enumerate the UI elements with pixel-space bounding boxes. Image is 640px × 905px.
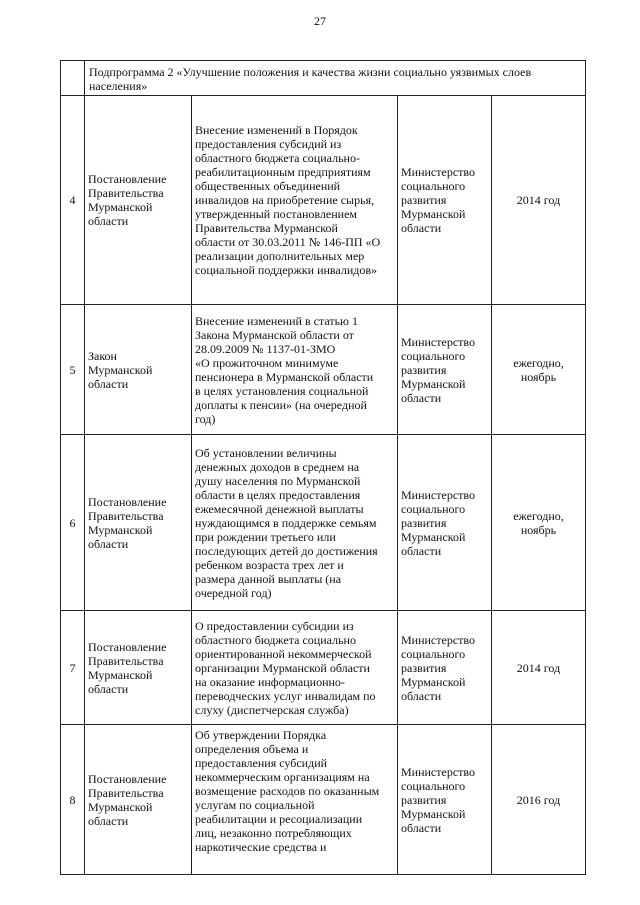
act-type: Постановление Правительства Мурманской области — [88, 494, 167, 551]
responsible-executor: Министерство социального развития Мурманской области — [401, 632, 475, 703]
row-number: 7 — [61, 611, 85, 725]
subprogram-row — [61, 61, 586, 96]
responsible-executor: Министерство социального развития Мурманской области — [401, 165, 475, 235]
responsible-executor: Министерство социального развития Мурманской области — [401, 764, 475, 835]
act-type: Постановление Правительства Мурманской области — [88, 771, 167, 828]
act-type: Постановление Правительства Мурманской области — [88, 639, 167, 696]
table-row — [61, 96, 586, 305]
table-row — [61, 611, 586, 725]
row-number: 4 — [61, 96, 85, 305]
act-title: О предоставлении субсидии из областного бюджета социально ориентированной некоммерческой организации Мурманской области на оказание информационно- переводческих услуг инвалидам по слуху (диспетчерская служба) — [195, 618, 376, 717]
subprogram-empty-cell — [61, 61, 85, 96]
row-number: 6 — [61, 435, 85, 611]
legal-acts-table — [60, 60, 586, 875]
row-number: 5 — [61, 305, 85, 435]
adoption-term: 2014 год — [516, 193, 561, 207]
act-title: Внесение изменений в статью 1 Закона Мурманской области от 28.09.2009 № 1137-01-ЗМО «О прожиточном минимуме пенсионера в Мурманской области в целях установления социальной доплаты к пенсии» (на очередной год) — [195, 313, 374, 426]
responsible-executor: Министерство социального развития Мурманской области — [401, 334, 475, 405]
act-type: Постановление Правительства Мурманской области — [88, 172, 167, 228]
act-type: Закон Мурманской области — [88, 348, 153, 391]
act-title: Об установлении величины денежных доходов в среднем на душу населения по Мурманской области в целях предоставления ежемесячной денежной выплаты нуждающимся в поддержке семьям при рождении третьего или последующих детей до достижения ребенком возраста трех лет и размера данной выплаты (на очередной год) — [195, 445, 378, 600]
adoption-term: ежегодно, ноябрь — [513, 508, 564, 537]
row-number: 8 — [61, 725, 85, 875]
adoption-term: ежегодно, ноябрь — [513, 355, 564, 384]
page-number: 27 — [314, 14, 326, 28]
table-row — [61, 725, 586, 875]
act-title: Внесение изменений в Порядок предоставления субсидий из областного бюджета социально- реабилитационным предприятиям общественных объединений инвалидов на приобретение сырья, утвержденный постановлением Правительства Мурманской области от 30.03.2011 № 146-ПП «О реализации дополнительных мер социальной поддержки инвалидов» — [195, 123, 381, 277]
act-title: Об утверждении Порядка определения объема и предоставления субсидий некоммерческим организациям на возмещение расходов по оказанным услугам по социальной реабилитации и ресоциализации лиц, незаконно потребляющих наркотические средства и — [195, 728, 380, 854]
table-row — [61, 305, 586, 435]
responsible-executor: Министерство социального развития Мурманской области — [401, 487, 475, 558]
adoption-term: 2014 год — [516, 660, 561, 675]
table-row — [61, 435, 586, 611]
subprogram-title: Подпрограмма 2 «Улучшение положения и качества жизни социально уязвимых слоев населения» — [85, 61, 586, 96]
adoption-term: 2016 год — [516, 792, 561, 807]
